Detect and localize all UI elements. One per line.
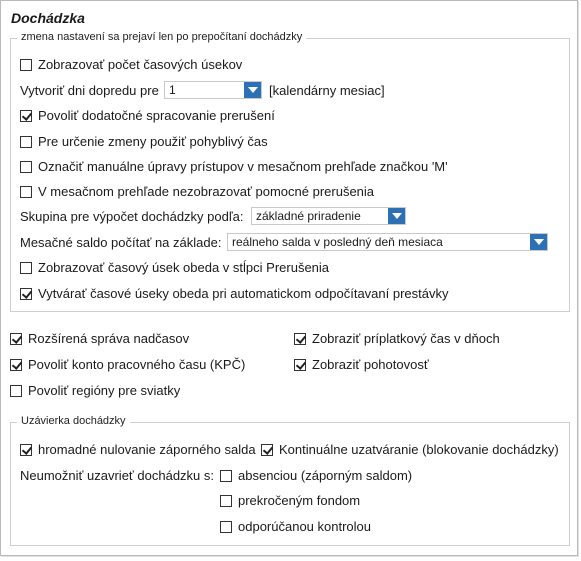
recommended-check-label: odporúčanou kontrolou: [238, 519, 371, 534]
extra-break-processing-checkbox[interactable]: [20, 110, 32, 122]
bonus-time-days-label: Zobraziť príplatkový čas v dňoch: [312, 331, 500, 346]
work-time-account-checkbox[interactable]: [10, 359, 22, 371]
mark-manual-edits-row[interactable]: [20, 159, 448, 174]
monthly-balance-row: [20, 235, 221, 250]
create-days-ahead-label: Vytvoriť dni dopredu pre: [20, 83, 159, 98]
negative-balance-checkbox[interactable]: [220, 470, 232, 482]
hide-auxiliary-breaks-checkbox[interactable]: [20, 186, 32, 198]
panel-title: Dochádzka: [11, 10, 85, 26]
flexible-time-row[interactable]: [20, 134, 268, 149]
negative-balance-label: absenciou (záporným saldom): [238, 468, 413, 483]
lunch-in-breaks-row[interactable]: [20, 260, 329, 275]
mass-zeroing-label: hromadné nulovanie záporného salda: [38, 442, 256, 457]
attendance-group-value: základné priradenie: [256, 209, 361, 223]
hide-auxiliary-breaks-label: V mesačnom prehľade nezobrazovať pomocné prerušenia: [38, 184, 375, 199]
mark-manual-edits-label: Označiť manuálne úpravy prístupov v mesačnom prehľade značkou 'M': [38, 159, 448, 174]
lunch-in-breaks-label: Zobrazovať časový úsek obeda v stĺpci Prerušenia: [38, 260, 330, 275]
extended-overtime-checkbox[interactable]: [10, 333, 22, 345]
create-days-ahead-value: 1: [169, 83, 176, 97]
holiday-regions-row[interactable]: [10, 383, 180, 398]
create-days-ahead-select[interactable]: [164, 81, 262, 99]
chevron-down-icon[interactable]: [530, 234, 547, 250]
bonus-time-days-checkbox[interactable]: [294, 333, 306, 345]
recalc-group-legend: zmena nastavení sa prejaví len po prepočítaní dochádzky: [17, 31, 306, 43]
mass-zeroing-checkbox[interactable]: [20, 444, 32, 456]
create-days-ahead-row: [20, 83, 159, 98]
create-lunch-segments-label: Vytvárať časové úseky obeda pri automatickom odpočítavaní prestávky: [38, 286, 449, 301]
standby-row[interactable]: [294, 357, 429, 372]
continuous-locking-checkbox[interactable]: [261, 444, 273, 456]
calendar-month-suffix: [kalendárny mesiac]: [269, 83, 385, 98]
create-lunch-segments-checkbox[interactable]: [20, 288, 32, 300]
exceeded-fund-checkbox[interactable]: [220, 495, 232, 507]
closing-group-legend: Uzávierka dochádzky: [17, 415, 130, 427]
calendar-month-suffix-row: [269, 83, 385, 98]
bonus-time-days-row[interactable]: [294, 331, 500, 346]
recommended-check-row[interactable]: [220, 519, 371, 534]
hide-auxiliary-breaks-row[interactable]: [20, 184, 374, 199]
standby-checkbox[interactable]: [294, 359, 306, 371]
extended-overtime-label: Rozšírená správa nadčasov: [28, 331, 190, 346]
extra-break-processing-label: Povoliť dodatočné spracovanie prerušení: [38, 108, 275, 123]
chevron-down-icon[interactable]: [244, 82, 261, 98]
continuous-locking-label: Kontinuálne uzatváranie (blokovanie dochádzky): [279, 442, 559, 457]
show-time-segments-row[interactable]: [20, 57, 242, 72]
monthly-balance-value: reálneho salda v posledný deň mesiaca: [232, 235, 443, 249]
chevron-down-icon[interactable]: [388, 208, 405, 224]
lunch-in-breaks-checkbox[interactable]: [20, 262, 32, 274]
mark-manual-edits-checkbox[interactable]: [20, 161, 32, 173]
holiday-regions-checkbox[interactable]: [10, 385, 22, 397]
show-time-segments-checkbox[interactable]: [20, 59, 32, 71]
standby-label: Zobraziť pohotovosť: [312, 357, 429, 372]
prevent-closing-label: Neumožniť uzavrieť dochádzku s:: [20, 468, 215, 483]
attendance-group-label: Skupina pre výpočet dochádzky podľa:: [20, 209, 244, 224]
create-lunch-segments-row[interactable]: [20, 286, 449, 301]
work-time-account-label: Povoliť konto pracovného času (KPČ): [28, 357, 246, 372]
extended-overtime-row[interactable]: [10, 331, 189, 346]
negative-balance-row[interactable]: [220, 468, 412, 483]
monthly-balance-select[interactable]: [227, 233, 548, 251]
prevent-closing-row: [20, 468, 214, 483]
continuous-locking-row[interactable]: [261, 442, 559, 457]
work-time-account-row[interactable]: [10, 357, 245, 372]
attendance-group-row: [20, 209, 244, 224]
flexible-time-checkbox[interactable]: [20, 136, 32, 148]
recommended-check-checkbox[interactable]: [220, 521, 232, 533]
attendance-group-select[interactable]: [251, 207, 406, 225]
extra-break-processing-row[interactable]: [20, 108, 275, 123]
monthly-balance-label: Mesačné saldo počítať na základe:: [20, 235, 222, 250]
show-time-segments-label: Zobrazovať počet časových úsekov: [38, 57, 243, 72]
holiday-regions-label: Povoliť regióny pre sviatky: [28, 383, 181, 398]
mass-zeroing-row[interactable]: [20, 442, 256, 457]
exceeded-fund-row[interactable]: [220, 493, 360, 508]
exceeded-fund-label: prekročeným fondom: [238, 493, 361, 508]
flexible-time-label: Pre určenie zmeny použiť pohyblivý čas: [38, 134, 268, 149]
